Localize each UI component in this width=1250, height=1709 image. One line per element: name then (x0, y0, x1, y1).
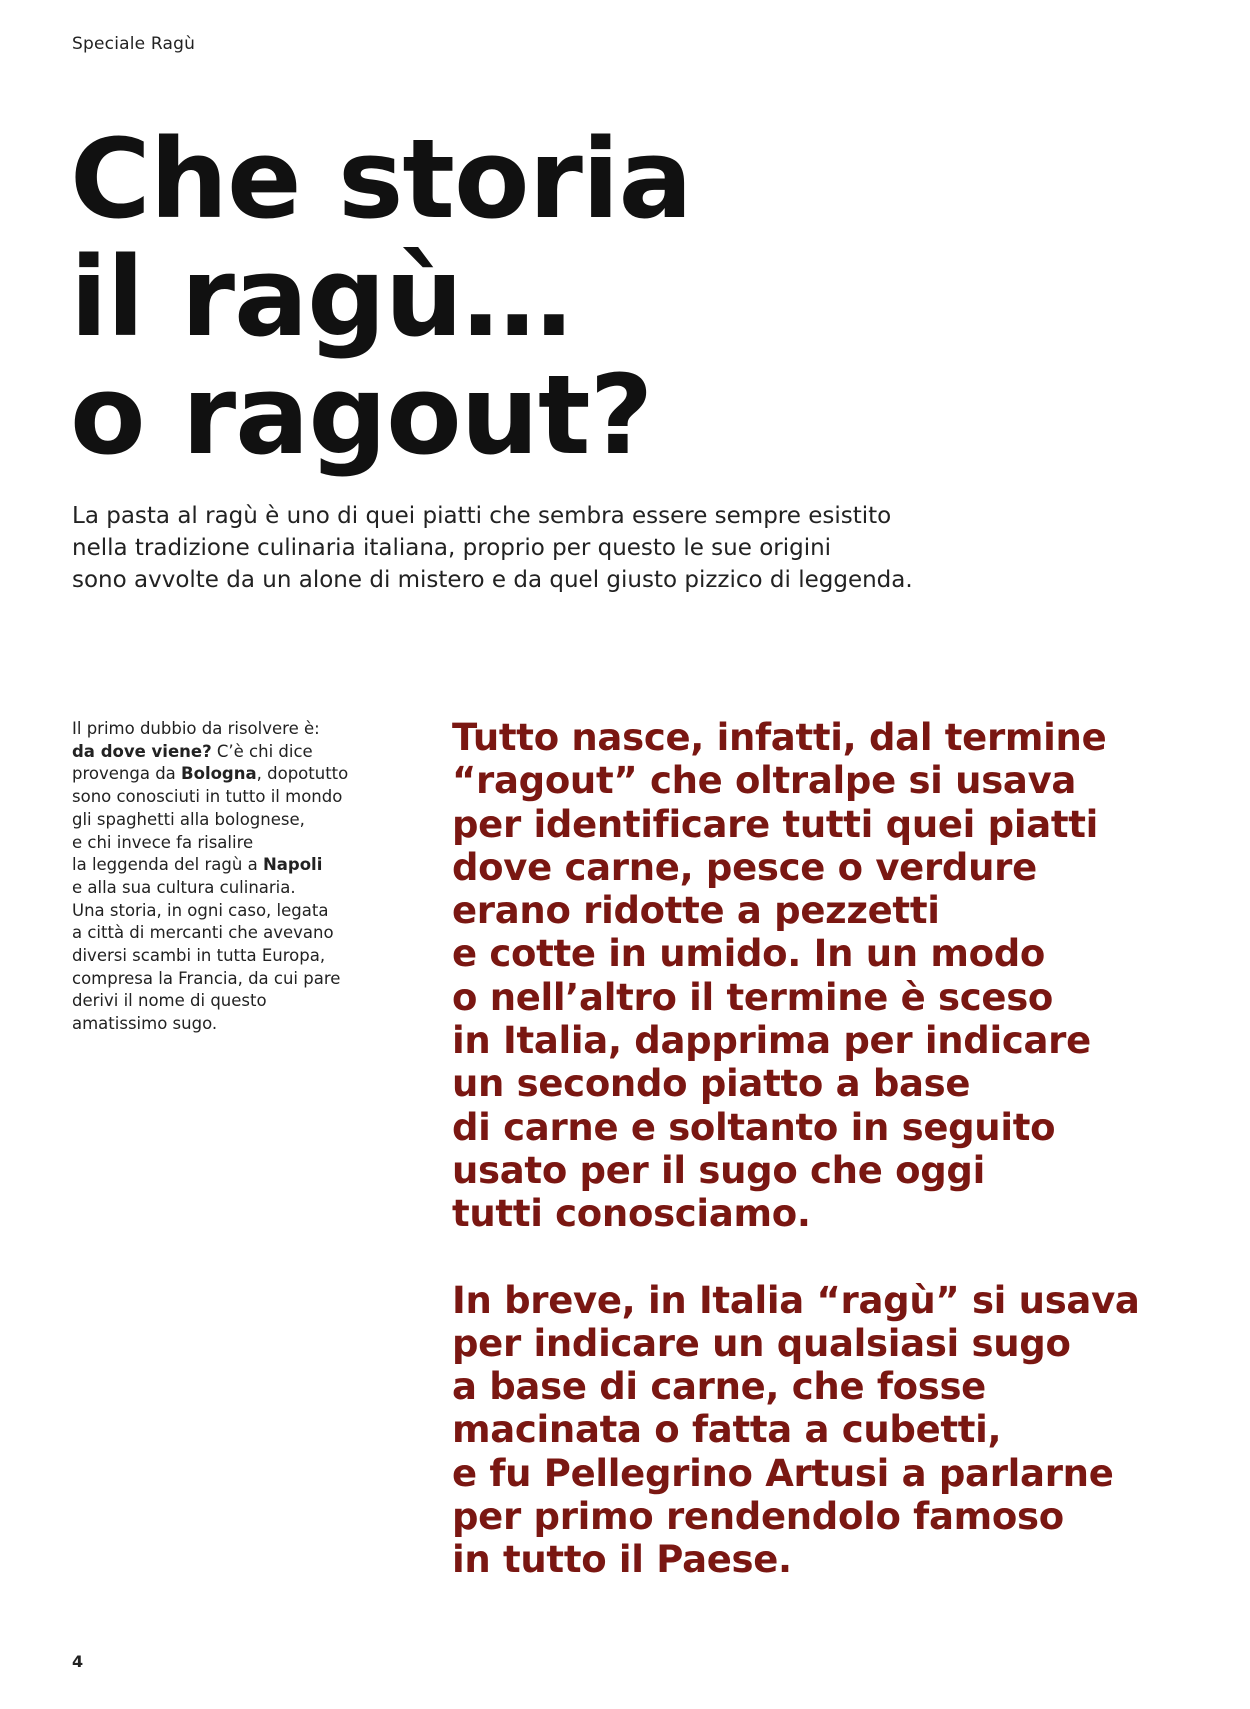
sidebar-line: diversi scambi in tutta Europa, (72, 946, 326, 966)
headline-line: Che storia (70, 115, 692, 243)
intro-line: sono avvolte da un alone di mistero e da quel giusto pizzico di leggenda. (72, 567, 913, 593)
sidebar-line (72, 741, 372, 764)
headline (70, 115, 970, 479)
quote-line: e cotte in umido. In un modo (452, 932, 1046, 976)
sidebar-line (72, 854, 372, 877)
quote-line: tutti conosciamo. (452, 1192, 811, 1236)
sidebar-bold: Napoli (262, 855, 323, 875)
quote-line: Tutto nasce, infatti, dal termine (452, 716, 1107, 759)
quote-line: e fu Pellegrino Artusi a parlarne (452, 1451, 1114, 1495)
headline-line: il ragù… (70, 233, 572, 361)
pull-quote (452, 716, 1212, 1582)
quote-line: macinata o fatta a cubetti, (452, 1408, 1002, 1452)
quote-line: un secondo piatto a base (452, 1062, 971, 1106)
sidebar-line: compresa la Francia, da cui pare (72, 968, 341, 988)
sidebar-line: Una storia, in ogni caso, legata (72, 900, 329, 920)
page-number: 4 (72, 1652, 84, 1671)
sidebar-line: amatissimo sugo. (72, 1014, 218, 1034)
intro-paragraph (72, 500, 1072, 596)
sidebar-text-run: la leggenda del ragù a (72, 855, 263, 875)
paragraph-gap (452, 1236, 1212, 1279)
sidebar-line: sono conosciuti in tutto il mondo (72, 787, 343, 807)
sidebar-line: e alla sua cultura culinaria. (72, 877, 296, 897)
quote-line: per primo rendendolo famoso (452, 1495, 1064, 1539)
headline-line: o ragout? (70, 351, 653, 479)
quote-line: in Italia, dapprima per indicare (452, 1019, 1091, 1063)
sidebar-bold: Bologna (181, 764, 257, 784)
sidebar-text-run: provenga da (72, 764, 182, 784)
quote-line: di carne e soltanto in seguito (452, 1105, 1056, 1149)
quote-line: per indicare un qualsiasi sugo (452, 1321, 1071, 1365)
sidebar-line: Il primo dubbio da risolvere è: (72, 719, 320, 738)
section-label: Speciale Ragù (72, 34, 196, 54)
sidebar-text-run: C’è chi dice (211, 741, 313, 761)
sidebar-text-run: , dopotutto (256, 764, 349, 784)
sidebar-text (72, 718, 372, 1036)
quote-line: dove carne, pesce o verdure (452, 845, 1037, 889)
sidebar-line (72, 763, 372, 786)
quote-line: in tutto il Paese. (452, 1538, 792, 1582)
intro-line: La pasta al ragù è uno di quei piatti che sembra essere sempre esistito (72, 503, 892, 529)
quote-line: erano ridotte a pezzetti (452, 889, 940, 933)
intro-line: nella tradizione culinaria italiana, proprio per questo le sue origini (72, 535, 832, 561)
sidebar-line: gli spaghetti alla bolognese, (72, 809, 305, 829)
quote-line: a base di carne, che fosse (452, 1365, 986, 1409)
sidebar-line: e chi invece fa risalire (72, 832, 254, 852)
quote-line: “ragout” che oltralpe si usava (452, 759, 1077, 803)
sidebar-line: derivi il nome di questo (72, 991, 267, 1011)
quote-line: o nell’altro il termine è sceso (452, 975, 1054, 1019)
quote-line: In breve, in Italia “ragù” si usava (452, 1278, 1140, 1322)
quote-line: per identificare tutti quei piatti (452, 802, 1099, 846)
sidebar-line: a città di mercanti che avevano (72, 923, 334, 943)
sidebar-bold: da dove viene? (72, 741, 212, 761)
quote-line: usato per il sugo che oggi (452, 1148, 985, 1192)
